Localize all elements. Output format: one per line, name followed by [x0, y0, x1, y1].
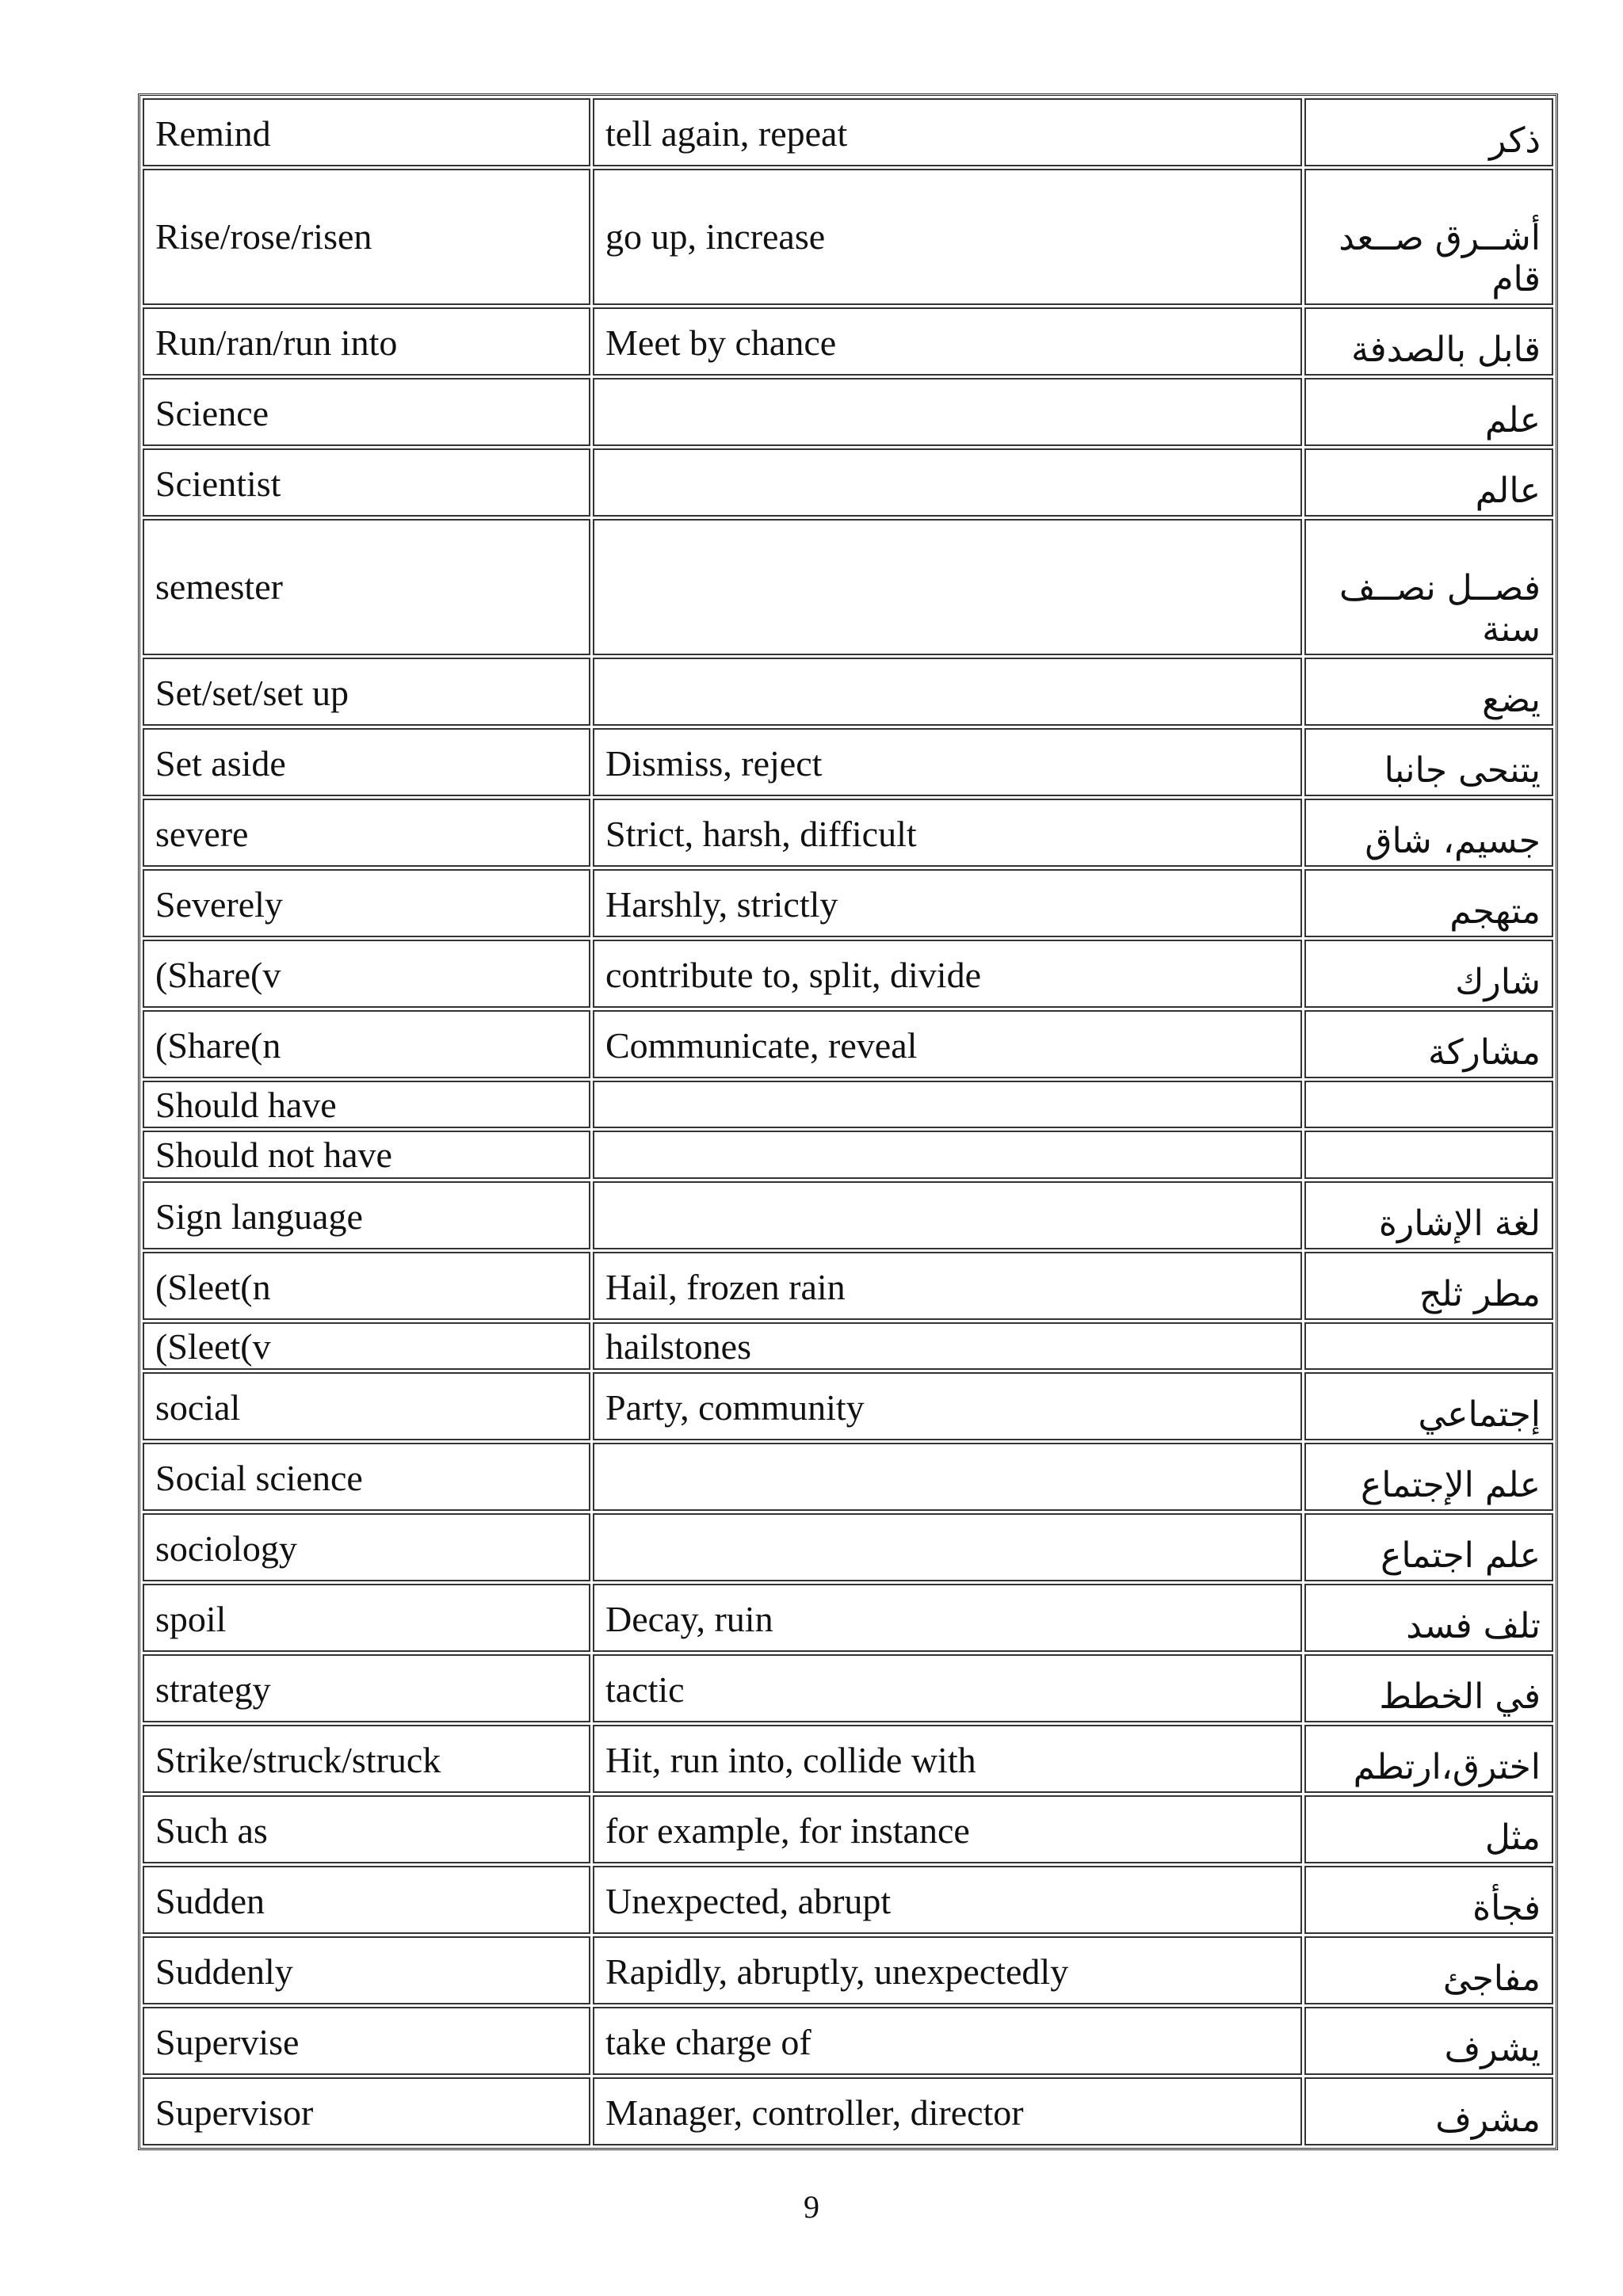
table-row: [143, 869, 1553, 937]
arabic-translation-cell: قابل بالصدفة: [1304, 307, 1553, 376]
english-word-cell: social: [143, 1372, 590, 1440]
synonyms-cell: Party, community: [593, 1372, 1302, 1440]
arabic-translation-cell: فجأة: [1304, 1866, 1553, 1934]
arabic-translation-cell: مشرف: [1304, 2077, 1553, 2145]
english-word-cell: spoil: [143, 1584, 590, 1652]
table-row: [143, 1795, 1553, 1863]
arabic-translation-cell: [1304, 1131, 1553, 1178]
table-row: [143, 1252, 1553, 1320]
english-word-cell: Suddenly: [143, 1936, 590, 2004]
table-row: [143, 307, 1553, 376]
synonyms-cell: [593, 1131, 1302, 1178]
arabic-translation-cell: مشاركة: [1304, 1010, 1553, 1078]
arabic-translation-cell: تلف فسد: [1304, 1584, 1553, 1652]
arabic-translation-cell: اخترق،ارتطم: [1304, 1725, 1553, 1793]
arabic-translation-cell: مثل: [1304, 1795, 1553, 1863]
vocabulary-table-body: [143, 98, 1553, 2145]
arabic-translation-cell: ذكر: [1304, 98, 1553, 166]
arabic-translation-cell: فصــل نصــف سنة: [1304, 519, 1553, 655]
english-word-cell: Such as: [143, 1795, 590, 1863]
table-row: [143, 1081, 1553, 1128]
synonyms-cell: Communicate, reveal: [593, 1010, 1302, 1078]
english-word-cell: Supervise: [143, 2007, 590, 2075]
arabic-translation-cell: علم: [1304, 378, 1553, 446]
synonyms-cell: Decay, ruin: [593, 1584, 1302, 1652]
arabic-translation-cell: مفاجئ: [1304, 1936, 1553, 2004]
table-row: [143, 1181, 1553, 1249]
synonyms-cell: [593, 658, 1302, 726]
table-row: [143, 378, 1553, 446]
table-row: [143, 1513, 1553, 1581]
arabic-translation-cell: علم اجتماع: [1304, 1513, 1553, 1581]
english-word-cell: Sign language: [143, 1181, 590, 1249]
arabic-translation-cell: يضع: [1304, 658, 1553, 726]
english-word-cell: severe: [143, 799, 590, 867]
table-row: [143, 448, 1553, 517]
english-word-cell: (Share(n: [143, 1010, 590, 1078]
english-word-cell: Severely: [143, 869, 590, 937]
arabic-translation-cell: شارك: [1304, 940, 1553, 1008]
synonyms-cell: [593, 1513, 1302, 1581]
english-word-cell: semester: [143, 519, 590, 655]
synonyms-cell: Rapidly, abruptly, unexpectedly: [593, 1936, 1302, 2004]
synonyms-cell: [593, 1081, 1302, 1128]
english-word-cell: (Share(v: [143, 940, 590, 1008]
arabic-translation-cell: إجتماعي: [1304, 1372, 1553, 1440]
table-row: [143, 169, 1553, 305]
synonyms-cell: [593, 1181, 1302, 1249]
table-row: [143, 1866, 1553, 1934]
english-word-cell: Science: [143, 378, 590, 446]
synonyms-cell: [593, 1443, 1302, 1511]
arabic-translation-cell: يشرف: [1304, 2007, 1553, 2075]
synonyms-cell: Manager, controller, director: [593, 2077, 1302, 2145]
arabic-translation-cell: [1304, 1081, 1553, 1128]
synonyms-cell: for example, for instance: [593, 1795, 1302, 1863]
arabic-translation-cell: جسيم، شاق: [1304, 799, 1553, 867]
arabic-translation-cell: يتنحى جانبا: [1304, 728, 1553, 796]
synonyms-cell: Harshly, strictly: [593, 869, 1302, 937]
table-row: [143, 2077, 1553, 2145]
english-word-cell: Should not have: [143, 1131, 590, 1178]
arabic-translation-cell: لغة الإشارة: [1304, 1181, 1553, 1249]
arabic-translation-cell: في الخطط: [1304, 1654, 1553, 1722]
arabic-translation-cell: عالم: [1304, 448, 1553, 517]
synonyms-cell: [593, 519, 1302, 655]
vocabulary-table: [138, 93, 1558, 2150]
table-row: [143, 1010, 1553, 1078]
synonyms-cell: contribute to, split, divide: [593, 940, 1302, 1008]
table-row: [143, 1725, 1553, 1793]
english-word-cell: (Sleet(v: [143, 1322, 590, 1370]
table-row: [143, 799, 1553, 867]
arabic-translation-cell: أشــرق صــعد قام: [1304, 169, 1553, 305]
synonyms-cell: [593, 448, 1302, 517]
table-row: [143, 519, 1553, 655]
table-row: [143, 1584, 1553, 1652]
arabic-translation-cell: [1304, 1322, 1553, 1370]
arabic-translation-cell: مطر ثلج: [1304, 1252, 1553, 1320]
synonyms-cell: Hail, frozen rain: [593, 1252, 1302, 1320]
table-row: [143, 940, 1553, 1008]
english-word-cell: Set/set/set up: [143, 658, 590, 726]
table-row: [143, 1654, 1553, 1722]
english-word-cell: Rise/rose/risen: [143, 169, 590, 305]
arabic-translation-cell: متهجم: [1304, 869, 1553, 937]
english-word-cell: strategy: [143, 1654, 590, 1722]
synonyms-cell: Strict, harsh, difficult: [593, 799, 1302, 867]
synonyms-cell: tactic: [593, 1654, 1302, 1722]
synonyms-cell: hailstones: [593, 1322, 1302, 1370]
table-row: [143, 658, 1553, 726]
table-row: [143, 1443, 1553, 1511]
table-row: [143, 1936, 1553, 2004]
synonyms-cell: tell again, repeat: [593, 98, 1302, 166]
synonyms-cell: go up, increase: [593, 169, 1302, 305]
synonyms-cell: Meet by chance: [593, 307, 1302, 376]
table-row: [143, 1131, 1553, 1178]
table-row: [143, 2007, 1553, 2075]
arabic-translation-cell: علم الإجتماع: [1304, 1443, 1553, 1511]
english-word-cell: Supervisor: [143, 2077, 590, 2145]
synonyms-cell: [593, 378, 1302, 446]
synonyms-cell: Dismiss, reject: [593, 728, 1302, 796]
english-word-cell: Scientist: [143, 448, 590, 517]
synonyms-cell: Hit, run into, collide with: [593, 1725, 1302, 1793]
english-word-cell: Run/ran/run into: [143, 307, 590, 376]
english-word-cell: Remind: [143, 98, 590, 166]
page-number: 9: [804, 2189, 819, 2225]
english-word-cell: Social science: [143, 1443, 590, 1511]
english-word-cell: Set aside: [143, 728, 590, 796]
english-word-cell: Sudden: [143, 1866, 590, 1934]
table-row: [143, 1322, 1553, 1370]
table-row: [143, 1372, 1553, 1440]
table-row: [143, 728, 1553, 796]
english-word-cell: Strike/struck/struck: [143, 1725, 590, 1793]
english-word-cell: sociology: [143, 1513, 590, 1581]
english-word-cell: Should have: [143, 1081, 590, 1128]
english-word-cell: (Sleet(n: [143, 1252, 590, 1320]
synonyms-cell: Unexpected, abrupt: [593, 1866, 1302, 1934]
synonyms-cell: take charge of: [593, 2007, 1302, 2075]
table-row: [143, 98, 1553, 166]
